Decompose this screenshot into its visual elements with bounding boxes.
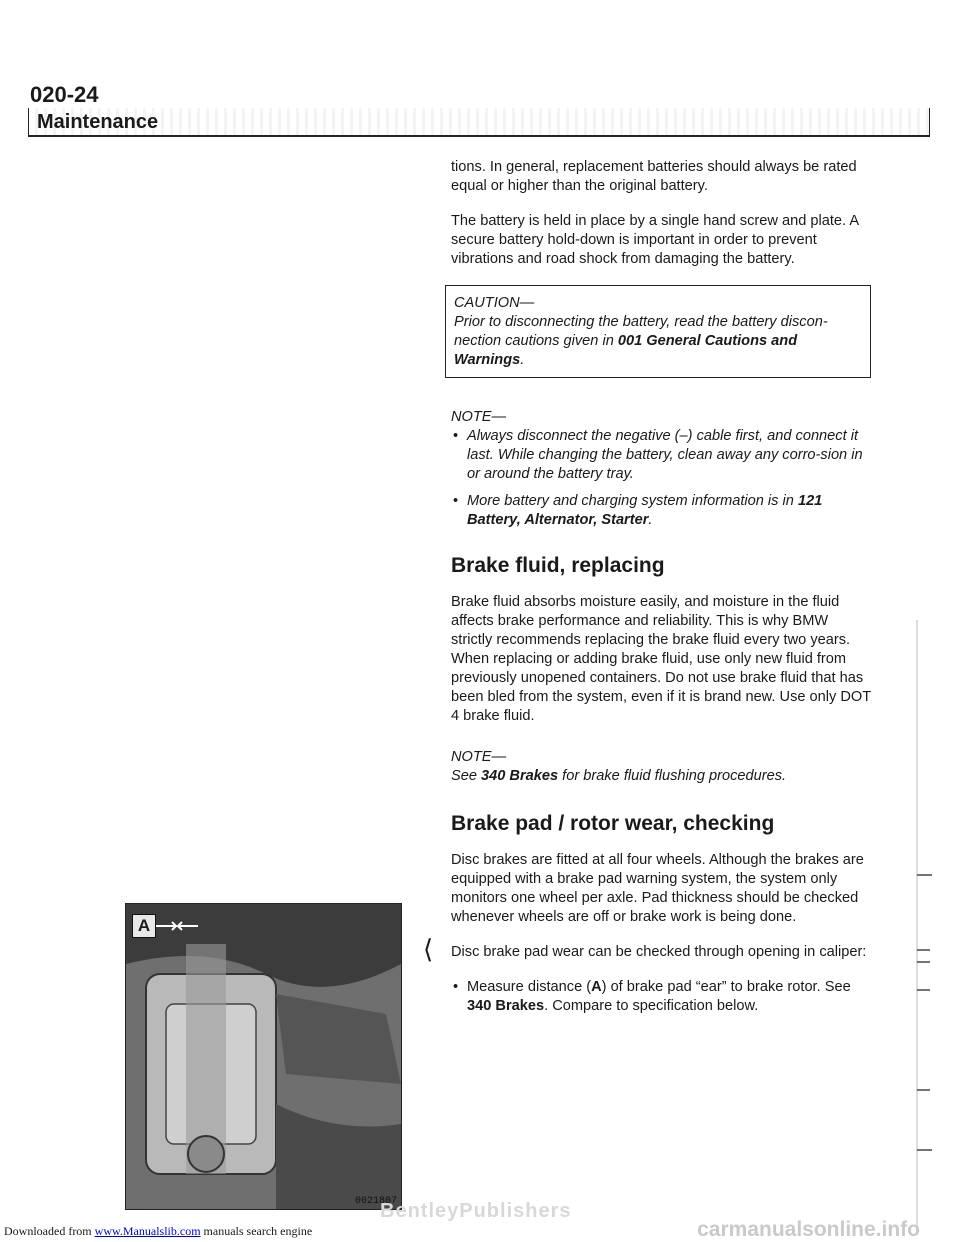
publisher-watermark: BentleyPublishers bbox=[380, 1200, 572, 1222]
note-item: • Always disconnect the negative (–) cable first, and connect it last. While changing the battery, clean away any corro-sion in or around the battery tray. bbox=[451, 427, 871, 484]
note-item-reference: 121 Battery, Alternator, Starter bbox=[467, 493, 823, 528]
measure-text: Measure distance ( bbox=[467, 979, 592, 995]
measure-text-end: . Compare to specification below. bbox=[544, 998, 759, 1014]
intro-paragraph-1: tions. In general, replacement batteries should always be rated equal or higher than the original battery. bbox=[451, 159, 857, 194]
brake-fluid-heading: Brake fluid, replacing bbox=[451, 554, 665, 577]
caution-box bbox=[445, 285, 871, 378]
note-2-reference: 340 Brakes bbox=[481, 768, 559, 784]
footer-suffix: manuals search engine bbox=[200, 1224, 313, 1238]
note-2 bbox=[451, 748, 871, 786]
brake-pad-heading: Brake pad / rotor wear, checking bbox=[451, 812, 775, 835]
page-number: 020-24 bbox=[30, 82, 99, 107]
note-list bbox=[451, 427, 871, 530]
figure-callout bbox=[423, 934, 871, 964]
caliper-illustration bbox=[126, 904, 401, 1209]
measure-item bbox=[451, 978, 871, 1016]
left-arrow-icon: ⟨ bbox=[423, 934, 434, 964]
measure-text-mid: ) of brake pad “ear” to brake rotor. See bbox=[601, 979, 851, 995]
brake-caliper-photo bbox=[125, 903, 402, 1210]
note-item-end: . bbox=[648, 512, 653, 528]
note-item bbox=[451, 492, 871, 530]
section-header-bar bbox=[28, 108, 930, 137]
intro-paragraph-2: The battery is held in place by a single hand screw and plate. A secure battery hold-down is important in order to prevent vibrations and road shock from damaging the battery. bbox=[451, 213, 859, 267]
caution-text-end: . bbox=[520, 352, 525, 368]
manualslib-link[interactable]: www.Manualslib.com bbox=[94, 1224, 201, 1238]
note-heading: NOTE— bbox=[451, 409, 507, 425]
note-item-text: More battery and charging system information is in bbox=[467, 493, 798, 509]
section-title: Maintenance bbox=[37, 111, 159, 133]
figure-code: 0021807 bbox=[354, 1196, 397, 1207]
caution-heading: CAUTION— bbox=[454, 295, 535, 311]
page-edge-marks bbox=[900, 0, 960, 1242]
measure-list bbox=[451, 978, 871, 1016]
note-2-text-end: for brake fluid flushing procedures. bbox=[558, 768, 787, 784]
figure-label-a: A bbox=[132, 914, 156, 938]
main-column bbox=[423, 158, 871, 1016]
note-2-heading: NOTE— bbox=[451, 749, 507, 765]
measure-reference: 340 Brakes bbox=[467, 998, 545, 1014]
brake-fluid-paragraph: Brake fluid absorbs moisture easily, and moisture in the fluid affects brake performance and reliability. This is why BMW strictly recommends replacing the brake fluid every two years. When replacing or adding brake fluid, use only new fluid from previously unopened containers. Do not use brake fluid that has been bled from the system, even if it is brand new. Use only DOT 4 brake fluid. bbox=[451, 594, 871, 724]
brake-pad-paragraph: Disc brakes are fitted at all four wheels. Although the brakes are equipped with a brake pad warning system, the system only monitors one wheel per axle. Pad thickness should be checked whenever wheels are off or brake work is being done. bbox=[451, 852, 864, 925]
measure-label: A bbox=[591, 979, 602, 995]
note-2-text: See bbox=[451, 768, 482, 784]
caution-reference: 001 General Cautions and Warnings bbox=[454, 333, 798, 368]
footer-prefix: Downloaded from bbox=[4, 1224, 95, 1238]
figure-callout-text: Disc brake pad wear can be checked through opening in caliper: bbox=[451, 944, 867, 960]
caution-text: Prior to disconnecting the battery, read the battery discon-nection cautions given in bbox=[454, 314, 828, 349]
footer-download-line bbox=[4, 1224, 312, 1239]
footer-site-watermark: carmanualsonline.info bbox=[697, 1218, 920, 1241]
